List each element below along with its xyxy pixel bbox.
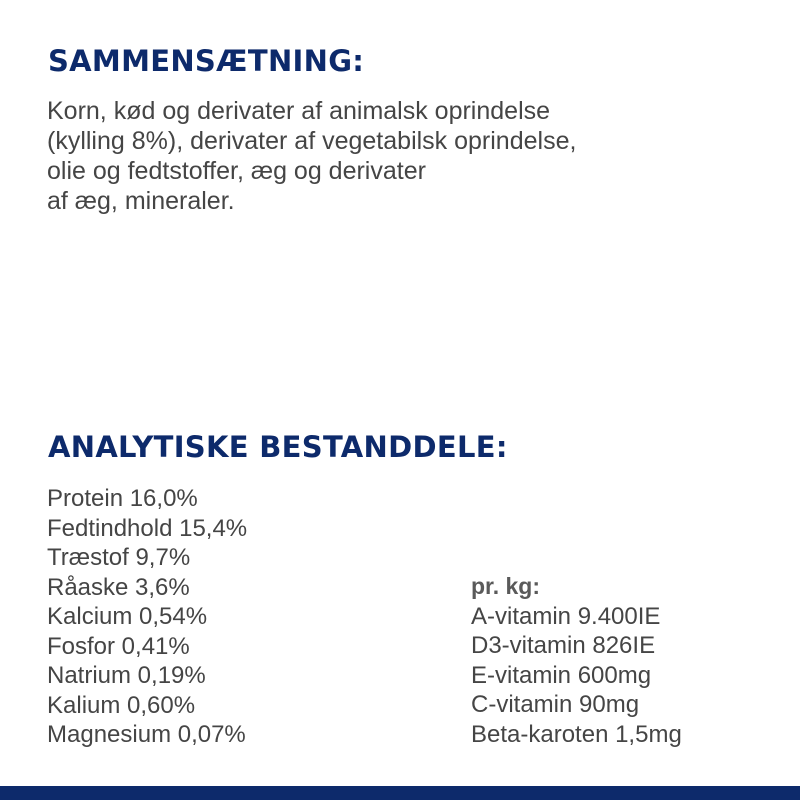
analytical-item: Fedtindhold 15,4% — [47, 514, 248, 542]
analytical-heading: ANALYTISKE BESTANDDELE: — [48, 430, 508, 464]
analytical-item: Magnesium 0,07% — [47, 721, 246, 748]
analytical-item: Råaske 3,6% — [47, 573, 190, 601]
vitamin-item: A-vitamin 9.400IE — [471, 602, 661, 630]
vitamin-list-title: pr. kg: — [471, 573, 541, 599]
vitamin-list — [471, 572, 682, 749]
analytical-item: Kalcium 0,54% — [47, 603, 208, 630]
analytical-list — [47, 484, 247, 750]
composition-line: olie og fedtstoffer, æg og derivater — [47, 157, 426, 185]
composition-text — [47, 96, 576, 216]
footer-bar — [0, 786, 800, 800]
composition-line: af æg, mineraler. — [47, 187, 235, 215]
vitamin-item: Beta-karoten 1,5mg — [471, 720, 682, 748]
analytical-item: Natrium 0,19% — [47, 662, 206, 689]
vitamin-item: E-vitamin 600mg — [471, 661, 652, 689]
composition-heading: SAMMENSÆTNING: — [48, 44, 365, 78]
analytical-item: Fosfor 0,41% — [47, 632, 190, 660]
analytical-item: Kalium 0,60% — [47, 691, 196, 719]
analytical-item: Protein 16,0% — [47, 485, 198, 512]
vitamin-item: C-vitamin 90mg — [471, 691, 640, 718]
composition-line: (kylling 8%), derivater af vegetabilsk oprindelse, — [47, 127, 577, 155]
analytical-item: Træstof 9,7% — [47, 544, 191, 571]
vitamin-item: D3-vitamin 826IE — [471, 632, 656, 659]
composition-line: Korn, kød og derivater af animalsk oprindelse — [47, 97, 551, 125]
